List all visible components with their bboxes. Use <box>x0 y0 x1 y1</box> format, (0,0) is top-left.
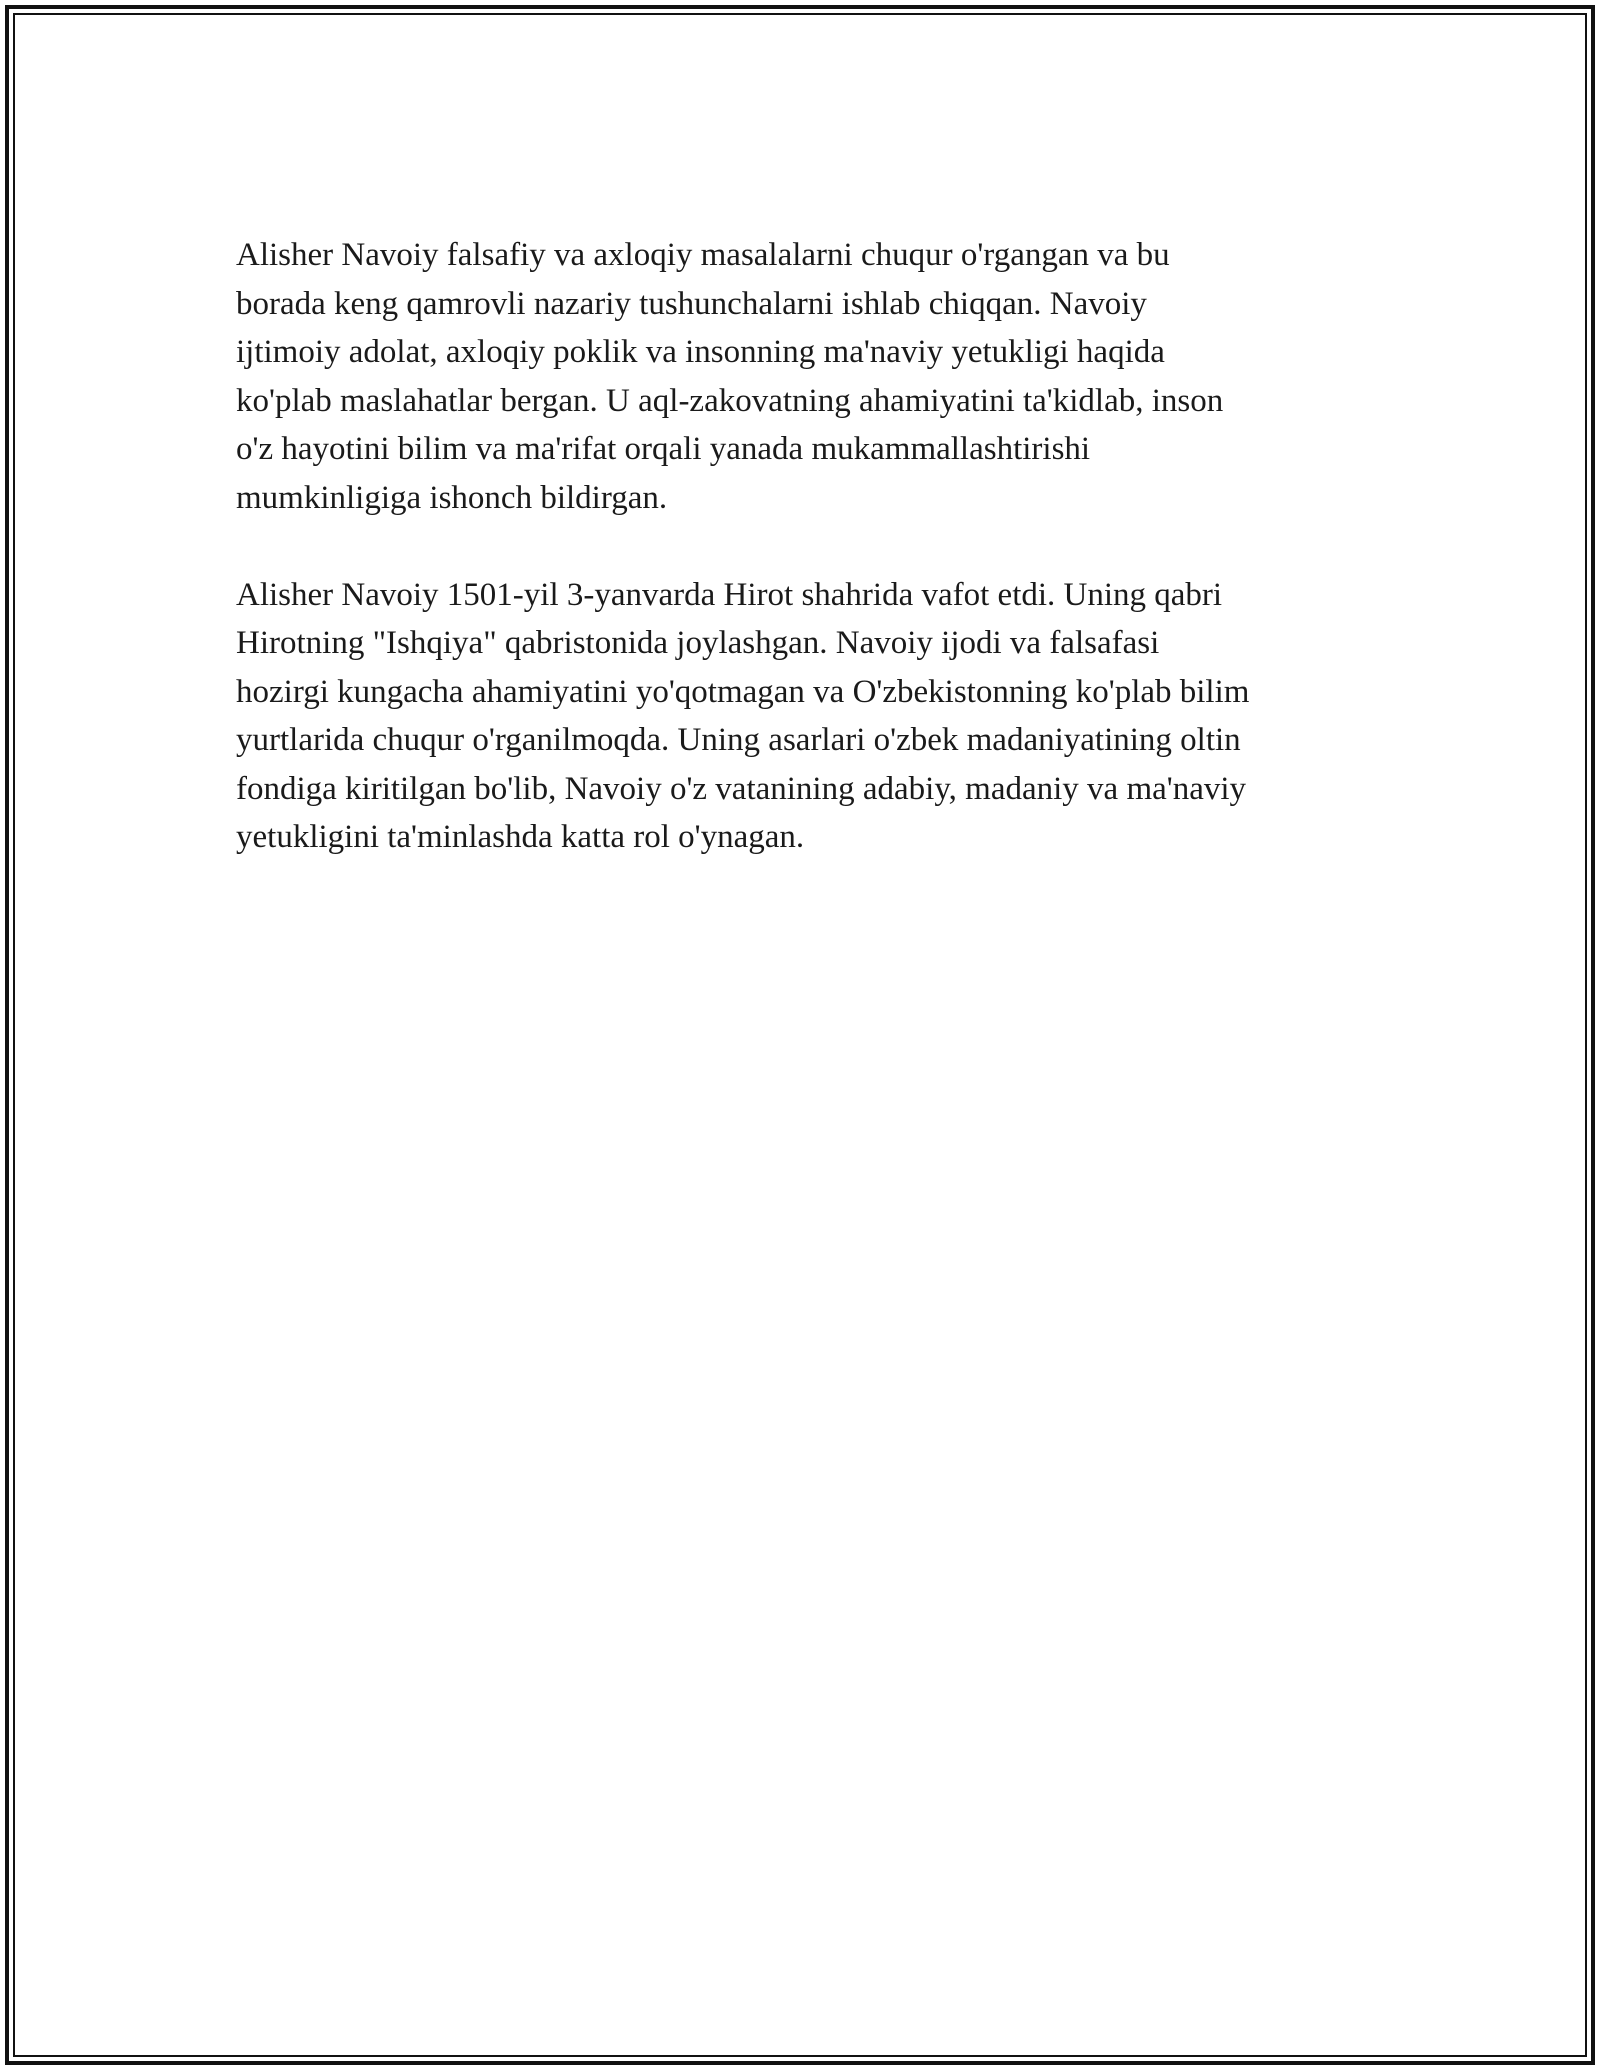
paragraph-2-line-2: Hirotning "Ishqiya" qabristonida joylashgan. Navoiy ijodi va falsafasi <box>236 625 1160 661</box>
paragraph-1-line-2: borada keng qamrovli nazariy tushunchalarni ishlab chiqqan. Navoiy <box>236 285 1147 322</box>
paragraph-2 <box>236 571 1376 862</box>
paragraph-1-line-4: ko'plab maslahatlar bergan. U aql-zakovatning ahamiyatini ta'kidlab, inson <box>236 382 1224 419</box>
paragraph-1-line-3: ijtimoiy adolat, axloqiy poklik va insonning ma'naviy yetukligi haqida <box>236 334 1165 370</box>
document-body <box>236 231 1376 862</box>
paragraph-2-line-1: Alisher Navoiy 1501-yil 3-yanvarda Hirot shahrida vafot etdi. Uning qabri <box>236 576 1223 613</box>
paragraph-1-line-6: mumkinligiga ishonch bildirgan. <box>236 479 668 516</box>
paragraph-2-line-3: hozirgi kungacha ahamiyatini yo'qotmagan va O'zbekistonning ko'plab bilim <box>236 673 1250 710</box>
paragraph-2-line-5: fondiga kiritilgan bo'lib, Navoiy o'z vatanining adabiy, madaniy va ma'naviy <box>236 770 1247 807</box>
paragraph-2-line-6: yetukligini ta'minlashda katta rol o'ynagan. <box>236 819 805 855</box>
paragraph-1-line-5: o'z hayotini bilim va ma'rifat orqali yanada mukammallashtirishi <box>236 431 1091 467</box>
paragraph-1 <box>236 231 1376 522</box>
paragraph-2-line-4: yurtlarida chuqur o'rganilmoqda. Uning asarlari o'zbek madaniyatining oltin <box>236 722 1241 758</box>
paragraph-1-line-1: Alisher Navoiy falsafiy va axloqiy masalalarni chuqur o'rgangan va bu <box>236 237 1170 273</box>
